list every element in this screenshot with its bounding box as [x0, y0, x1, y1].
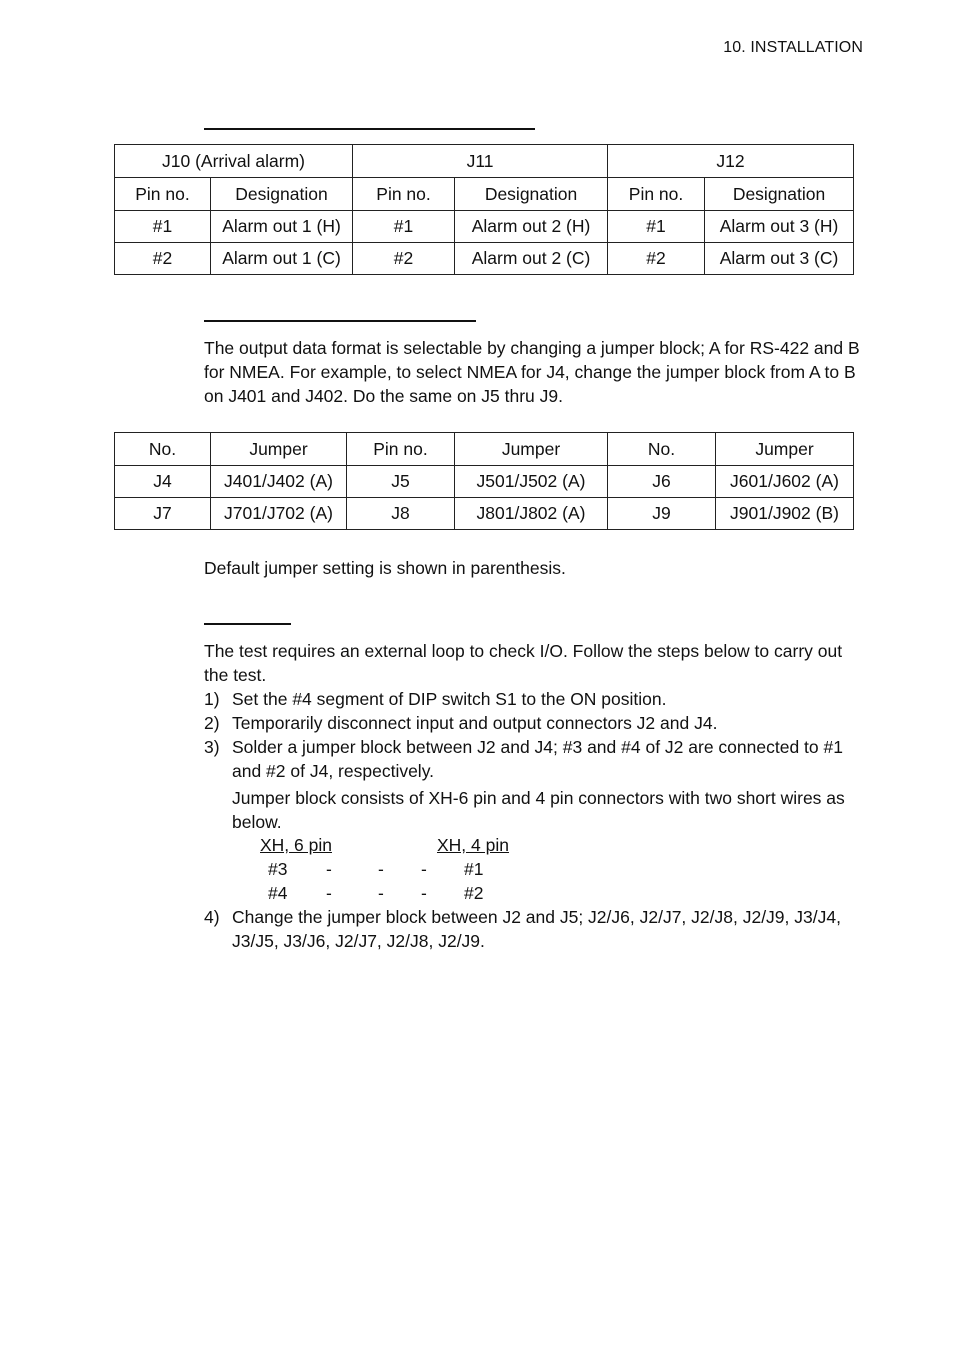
table-cell: J901/J902 (B)	[716, 498, 854, 530]
connection-dash: -	[378, 883, 384, 903]
table-header-row	[115, 433, 854, 466]
column-header: Designation	[455, 178, 608, 211]
connection-dash: -	[326, 859, 332, 879]
table-cell: J701/J702 (A)	[211, 498, 347, 530]
table-cell: J8	[347, 498, 455, 530]
step-text: Solder a jumper block between J2 and J4; #3 and #4 of J2 are connected to #1 and #2 of J4, respectively.	[232, 737, 843, 781]
connection-left-pin: #4	[268, 883, 288, 903]
table-row	[115, 498, 854, 530]
group-header-j11: J11	[353, 145, 608, 178]
column-header: Pin no.	[115, 178, 211, 211]
connection-dash: -	[421, 859, 427, 879]
table-row	[115, 243, 854, 275]
column-header: Pin no.	[353, 178, 455, 211]
group-header-j10: J10 (Arrival alarm)	[115, 145, 353, 178]
connector-left-header: XH, 6 pin	[260, 835, 332, 855]
table-cell: Alarm out 2 (H)	[455, 211, 608, 243]
table-cell: Alarm out 2 (C)	[455, 243, 608, 275]
jumper-block-note-text: Jumper block consists of XH-6 pin and 4 pin connectors with two short wires as below.	[232, 788, 845, 832]
table-header-row	[115, 178, 854, 211]
connection-dash: -	[326, 883, 332, 903]
step-text: Set the #4 segment of DIP switch S1 to the ON position.	[232, 689, 667, 709]
connection-dash: -	[421, 883, 427, 903]
step-text: Change the jumper block between J2 and J5; J2/J6, J2/J7, J2/J8, J2/J9, J3/J4, J3/J5, J3/J6, J2/J7, J2/J8, J2/J9.	[232, 907, 841, 951]
table-cell: J501/J502 (A)	[455, 466, 608, 498]
jumper-default-note: Default jumper setting is shown in parenthesis.	[204, 558, 566, 578]
table-cell: J5	[347, 466, 455, 498]
jumper-block-note	[204, 786, 864, 834]
connection-right-pin: #1	[464, 859, 484, 879]
section-heading-rule-test	[204, 623, 291, 625]
table-cell: J801/J802 (A)	[455, 498, 608, 530]
jumper-setting-table	[114, 432, 854, 530]
test-intro: The test requires an external loop to check I/O. Follow the steps below to carry out the test.	[204, 641, 843, 685]
column-header: No.	[608, 433, 716, 466]
group-header-j12: J12	[608, 145, 854, 178]
column-header: Pin no.	[608, 178, 705, 211]
step-text: Temporarily disconnect input and output connectors J2 and J4.	[232, 713, 718, 733]
column-header: No.	[115, 433, 211, 466]
table-cell: J4	[115, 466, 211, 498]
column-header: Designation	[211, 178, 353, 211]
connection-dash: -	[378, 859, 384, 879]
table-cell: #1	[353, 211, 455, 243]
table-cell: #1	[115, 211, 211, 243]
column-header: Jumper	[716, 433, 854, 466]
column-header: Pin no.	[347, 433, 455, 466]
table-cell: J7	[115, 498, 211, 530]
page-header-section: 10. INSTALLATION	[723, 39, 863, 56]
table-cell: #2	[608, 243, 705, 275]
table-cell: J601/J602 (A)	[716, 466, 854, 498]
connection-right-pin: #2	[464, 883, 484, 903]
table-row	[115, 466, 854, 498]
step-number: 4)	[204, 907, 220, 927]
table-cell: #1	[608, 211, 705, 243]
table-cell: Alarm out 1 (C)	[211, 243, 353, 275]
table-cell: J6	[608, 466, 716, 498]
test-step-2	[204, 711, 864, 735]
table-cell: #2	[353, 243, 455, 275]
test-step-3	[204, 735, 864, 783]
column-header: Jumper	[455, 433, 608, 466]
connection-left-pin: #3	[268, 859, 288, 879]
section-heading-rule-alarm	[204, 128, 535, 130]
table-cell: Alarm out 1 (H)	[211, 211, 353, 243]
table-row	[115, 211, 854, 243]
column-header: Jumper	[211, 433, 347, 466]
step-number: 1)	[204, 689, 220, 709]
section-heading-rule-output-format	[204, 320, 476, 322]
table-cell: J9	[608, 498, 716, 530]
step-number: 2)	[204, 713, 220, 733]
connector-right-header: XH, 4 pin	[437, 835, 509, 855]
table-group-header-row	[115, 145, 854, 178]
column-header: Designation	[705, 178, 854, 211]
table-cell: Alarm out 3 (C)	[705, 243, 854, 275]
test-step-4	[204, 905, 864, 953]
step-number: 3)	[204, 737, 220, 757]
alarm-output-table	[114, 144, 854, 275]
table-cell: J401/J402 (A)	[211, 466, 347, 498]
table-cell: #2	[115, 243, 211, 275]
output-format-description: The output data format is selectable by changing a jumper block; A for RS-422 and B for NMEA. For example, to select NMEA for J4, change the jumper block from A to B on J401 and J402. Do the same on J5 thru J9.	[204, 338, 860, 406]
test-step-1	[204, 687, 864, 711]
table-cell: Alarm out 3 (H)	[705, 211, 854, 243]
